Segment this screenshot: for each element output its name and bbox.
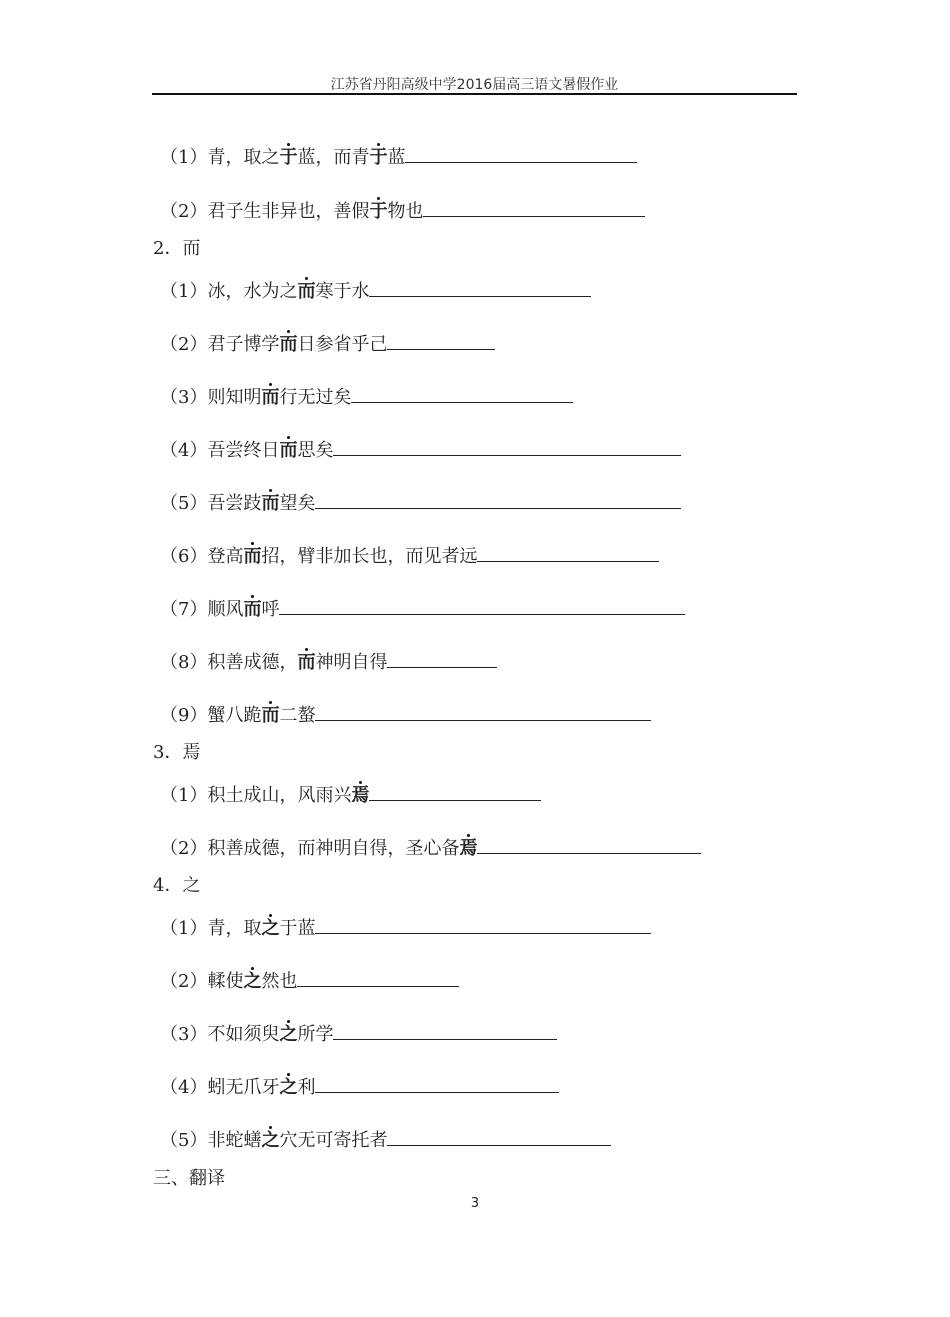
- sentence-text: 穴无可寄托者: [279, 1130, 388, 1151]
- item-number: （1）: [160, 147, 208, 168]
- sentence-text: 积善成德，而神明自得，圣心备: [207, 838, 460, 859]
- sentence-text: 蓝，而青: [297, 147, 370, 168]
- emphasized-character: 于: [279, 147, 298, 168]
- answer-blank[interactable]: [315, 704, 651, 721]
- page-number: 3: [470, 1196, 480, 1211]
- sentence-text: 非蛇蟮: [207, 1130, 262, 1151]
- sentence-text: 招，臂非加长也，而见者远: [261, 546, 478, 567]
- page-header: 江苏省丹阳高级中学2016届高三语文暑假作业: [330, 77, 619, 93]
- exercise-item: [160, 1023, 557, 1047]
- emphasized-character: 而: [261, 705, 280, 726]
- sentence-text: 积土成山，风雨兴: [207, 785, 352, 806]
- sentence-text: 行无过矣: [279, 387, 352, 408]
- emphasized-character: 而: [261, 493, 280, 514]
- sentence-text: 青，取: [207, 918, 262, 939]
- exercise-item: [160, 917, 651, 941]
- sentence-text: 顺风: [207, 599, 244, 620]
- exercise-item: [160, 492, 681, 516]
- sentence-text: 日参省乎己: [297, 334, 388, 355]
- answer-blank[interactable]: [387, 333, 495, 350]
- item-number: （1）: [160, 785, 208, 806]
- answer-blank[interactable]: [351, 386, 573, 403]
- answer-blank[interactable]: [369, 280, 591, 297]
- emphasized-character: 之: [279, 1024, 298, 1045]
- item-number: （4）: [160, 1077, 208, 1098]
- emphasized-character: 之: [279, 1077, 298, 1098]
- item-number: （5）: [160, 1130, 208, 1151]
- item-number: （4）: [160, 440, 208, 461]
- sentence-text: 积善成德，: [207, 652, 298, 673]
- header-rule: [152, 93, 797, 95]
- answer-blank[interactable]: [387, 651, 497, 668]
- sentence-text: 蓝: [387, 147, 406, 168]
- emphasized-character: 之: [261, 918, 280, 939]
- exercise-item: [160, 837, 701, 861]
- item-number: （6）: [160, 546, 208, 567]
- exercise-item: [160, 598, 685, 622]
- item-number: （8）: [160, 652, 208, 673]
- sentence-text: 吾尝跂: [207, 493, 262, 514]
- emphasized-character: 而: [243, 599, 262, 620]
- item-number: （3）: [160, 387, 208, 408]
- sentence-text: 登高: [207, 546, 244, 567]
- exercise-item: [160, 439, 681, 463]
- sentence-text: 蚓无爪牙: [207, 1077, 280, 1098]
- sentence-text: 君子生非异也，善假: [207, 201, 370, 222]
- emphasized-character: 焉: [351, 785, 370, 806]
- sentence-text: 寒于水: [315, 281, 370, 302]
- sentence-text: 思矣: [297, 440, 334, 461]
- answer-blank[interactable]: [423, 200, 645, 217]
- exercise-item: [160, 200, 645, 224]
- sentence-text: 蟹八跪: [207, 705, 262, 726]
- emphasized-character: 而: [279, 334, 298, 355]
- exercise-item: [160, 280, 591, 304]
- sentence-text: 然也: [261, 971, 298, 992]
- emphasized-character: 而: [297, 281, 316, 302]
- answer-blank[interactable]: [315, 917, 651, 934]
- item-number: （2）: [160, 971, 208, 992]
- exercise-item: [160, 545, 659, 569]
- exercise-item: [160, 784, 541, 808]
- item-number: （2）: [160, 334, 208, 355]
- sentence-text: 二螯: [279, 705, 316, 726]
- exercise-item: [160, 1129, 611, 1153]
- answer-blank[interactable]: [477, 545, 659, 562]
- answer-blank[interactable]: [387, 1129, 611, 1146]
- emphasized-character: 于: [369, 201, 388, 222]
- item-number: （1）: [160, 918, 208, 939]
- exercise-item: [160, 704, 651, 728]
- answer-blank[interactable]: [405, 146, 637, 163]
- item-number: （3）: [160, 1024, 208, 1045]
- exercise-item: [160, 1076, 559, 1100]
- sentence-text: 冰，水为之: [207, 281, 298, 302]
- exercise-item: [160, 333, 495, 357]
- answer-blank[interactable]: [297, 970, 459, 987]
- section-heading: 4．之: [153, 875, 201, 896]
- sentence-text: 君子博学: [207, 334, 280, 355]
- answer-blank[interactable]: [315, 1076, 559, 1093]
- item-number: （5）: [160, 493, 208, 514]
- section-heading: 三、翻译: [153, 1168, 225, 1189]
- emphasized-character: 而: [297, 652, 316, 673]
- emphasized-character: 于: [369, 147, 388, 168]
- sentence-text: 輮使: [207, 971, 244, 992]
- exercise-item: [160, 651, 497, 675]
- sentence-text: 吾尝终日: [207, 440, 280, 461]
- sentence-text: 不如须臾: [207, 1024, 280, 1045]
- exercise-item: [160, 386, 573, 410]
- sentence-text: 望矣: [279, 493, 316, 514]
- answer-blank[interactable]: [333, 439, 681, 456]
- item-number: （9）: [160, 705, 208, 726]
- sentence-text: 则知明: [207, 387, 262, 408]
- item-number: （2）: [160, 201, 208, 222]
- exercise-item: [160, 970, 459, 994]
- sentence-text: 所学: [297, 1024, 334, 1045]
- emphasized-character: 而: [243, 546, 262, 567]
- sentence-text: 于蓝: [279, 918, 316, 939]
- emphasized-character: 而: [261, 387, 280, 408]
- emphasized-character: 焉: [459, 838, 478, 859]
- item-number: （2）: [160, 838, 208, 859]
- section-heading: 3．焉: [153, 742, 201, 763]
- emphasized-character: 之: [261, 1130, 280, 1151]
- sentence-text: 神明自得: [315, 652, 388, 673]
- answer-blank[interactable]: [477, 837, 701, 854]
- answer-blank[interactable]: [333, 1023, 557, 1040]
- answer-blank[interactable]: [279, 598, 685, 615]
- answer-blank[interactable]: [369, 784, 541, 801]
- emphasized-character: 之: [243, 971, 262, 992]
- sentence-text: 物也: [387, 201, 424, 222]
- sentence-text: 青，取之: [207, 147, 280, 168]
- item-number: （7）: [160, 599, 208, 620]
- sentence-text: 呼: [261, 599, 280, 620]
- emphasized-character: 而: [279, 440, 298, 461]
- section-heading: 2．而: [153, 238, 201, 259]
- answer-blank[interactable]: [315, 492, 681, 509]
- sentence-text: 利: [297, 1077, 316, 1098]
- item-number: （1）: [160, 281, 208, 302]
- exercise-item: [160, 146, 637, 170]
